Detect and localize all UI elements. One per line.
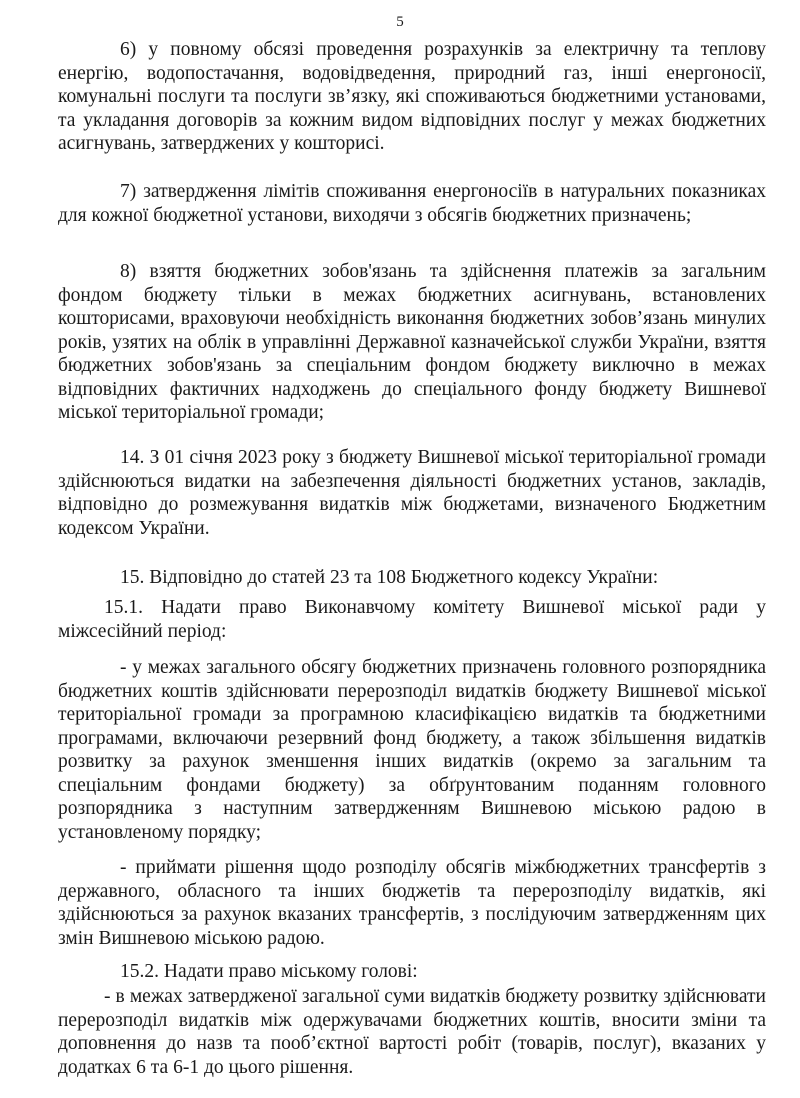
paragraph-item-15-2-a: - в межах затвердженої загальної суми видатків бюджету розвитку здійснювати перерозподіл видатків між одержувачами бюджетних коштів, вносити зміни та доповнення до назв та пооб’єктної вартості робіт (товарів, послуг), вказаних у додатках 6 та 6-1 до цього рішення. [58,986,766,1078]
paragraph-item-15-1-a: - у межах загального обсягу бюджетних призначень головного розпорядника бюджетних коштів здійснювати перерозподіл видатків бюджету Вишневої міської територіальної громади за програмною класифікацією видатків та бюджетними програмами, включаючи резервний фонд бюджету, а також збільшення видатків розвитку за рахунок зменшення інших видатків (окремо за загальним та спеціальним фондами бюджету) за обґрунтованим поданням головного розпорядника з наступним затвердженням Вишневою міською радою в установленому порядку; [58,657,766,843]
paragraph-item-14: 14. З 01 січня 2023 року з бюджету Вишневої міської територіальної громади здійснюються видатки на забезпечення діяльності бюджетних установ, закладів, відповідно до розмежування видатків між бюджетами, визначеного Бюджетним кодексом України. [58,447,766,539]
paragraph-item-15-1: 15.1. Надати право Виконавчому комітету Вишневої міської ради у міжсесійний період: [58,597,766,642]
paragraph-item-6: 6) у повному обсязі проведення розрахунків за електричну та теплову енергію, водопостачання, водовідведення, природний газ, інші енергоносії, комунальні послуги та послуги зв’язку, які споживаються бюджетними установами, та укладання договорів за кожним видом відповідних послуг у межах бюджетних асигнувань, затверджених у кошторисі. [58,39,766,154]
page-number: 5 [396,14,404,30]
paragraph-item-7: 7) затвердження лімітів споживання енергоносіїв в натуральних показниках для кожної бюджетної установи, виходячи з обсягів бюджетних призначень; [58,181,766,226]
paragraph-item-15: 15. Відповідно до статей 23 та 108 Бюджетного кодексу України: [120,567,659,588]
paragraph-item-8: 8) взяття бюджетних зобов'язань та здійснення платежів за загальним фондом бюджету тільки в межах бюджетних асигнувань, встановлених кошторисами, враховуючи необхідність виконання бюджетних зобов’язань минулих років, узятих на облік в управлінні Державної казначейської служби України, взяття бюджетних зобов'язань за спеціальним фондом бюджету виключно в межах відповідних фактичних надходжень до спеціального фонду бюджету Вишневої міської територіальної громади; [58,261,766,423]
paragraph-item-15-2: 15.2. Надати право міському голові: [120,961,418,982]
paragraph-item-15-1-b: - приймати рішення щодо розподілу обсягів міжбюджетних трансфертів з державного, обласного та інших бюджетів та перерозподілу видатків, які здійснюються за рахунок вказаних трансфертів, з послідуючим затвердженням цих змін Вишневою міською радою. [58,857,766,949]
